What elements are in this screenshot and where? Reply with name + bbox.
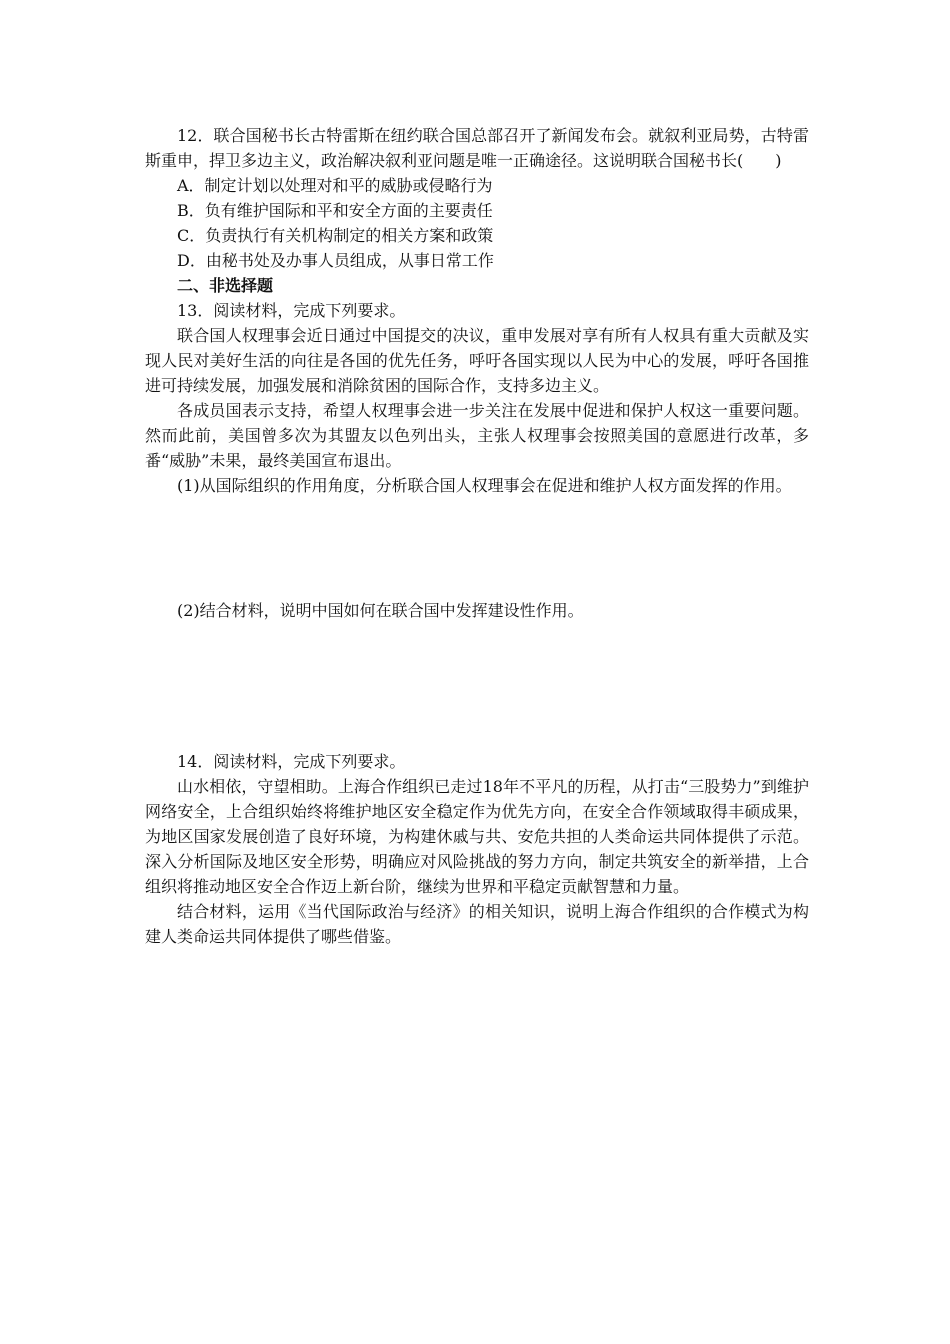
question-14-prompt: 结合材料，运用《当代国际政治与经济》的相关知识，说明上海合作组织的合作模式为构建人类命运共同体提供了哪些借鉴。 — [145, 902, 809, 946]
document-body — [145, 123, 809, 949]
answer-space — [145, 623, 809, 749]
question-14-intro: 14．阅读材料，完成下列要求。 — [177, 752, 406, 771]
section-title-non-choice: 二、非选择题 — [177, 276, 274, 295]
question-13-intro: 13．阅读材料，完成下列要求。 — [177, 301, 406, 320]
answer-space — [145, 498, 809, 598]
question-12-option-a: A．制定计划以处理对和平的威胁或侵略行为 — [177, 176, 493, 195]
question-13-subquestion-1: (1)从国际组织的作用角度，分析联合国人权理事会在促进和维护人权方面发挥的作用。 — [177, 476, 792, 495]
question-12-option-b: B．负有维护国际和平和安全方面的主要责任 — [177, 201, 493, 220]
question-13-material-paragraph: 各成员国表示支持，希望人权理事会进一步关注在发展中促进和保护人权这一重要问题。然而此前，美国曾多次为其盟友以色列出头，主张人权理事会按照美国的意愿进行改革，多番“威胁”未果，最终美国宣布退出。 — [145, 401, 809, 470]
question-13-material-paragraph: 联合国人权理事会近日通过中国提交的决议，重申发展对享有所有人权具有重大贡献及实现人民对美好生活的向往是各国的优先任务，呼吁各国实现以人民为中心的发展，呼吁各国推进可持续发展，加强发展和消除贫困的国际合作，支持多边主义。 — [145, 326, 809, 395]
question-12-option-d: D．由秘书处及办事人员组成，从事日常工作 — [177, 251, 494, 270]
question-13-subquestion-2: (2)结合材料，说明中国如何在联合国中发挥建设性作用。 — [177, 601, 584, 620]
question-12-option-c: C．负责执行有关机构制定的相关方案和政策 — [177, 226, 494, 245]
question-14-material-paragraph: 山水相依，守望相助。上海合作组织已走过18年不平凡的历程，从打击“三股势力”到维护网络安全，上合组织始终将维护地区安全稳定作为优先方向，在安全合作领域取得丰硕成果，为地区国家发展创造了良好环境，为构建休戚与共、安危共担的人类命运共同体提供了示范。深入分析国际及地区安全形势，明确应对风险挑战的努力方向，制定共筑安全的新举措，上合组织将推动地区安全合作迈上新台阶，继续为世界和平稳定贡献智慧和力量。 — [145, 777, 809, 896]
question-12-stem: 12．联合国秘书长古特雷斯在纽约联合国总部召开了新闻发布会。就叙利亚局势，古特雷斯重申，捍卫多边主义，政治解决叙利亚问题是唯一正确途径。这说明联合国秘书长( ) — [145, 126, 809, 170]
